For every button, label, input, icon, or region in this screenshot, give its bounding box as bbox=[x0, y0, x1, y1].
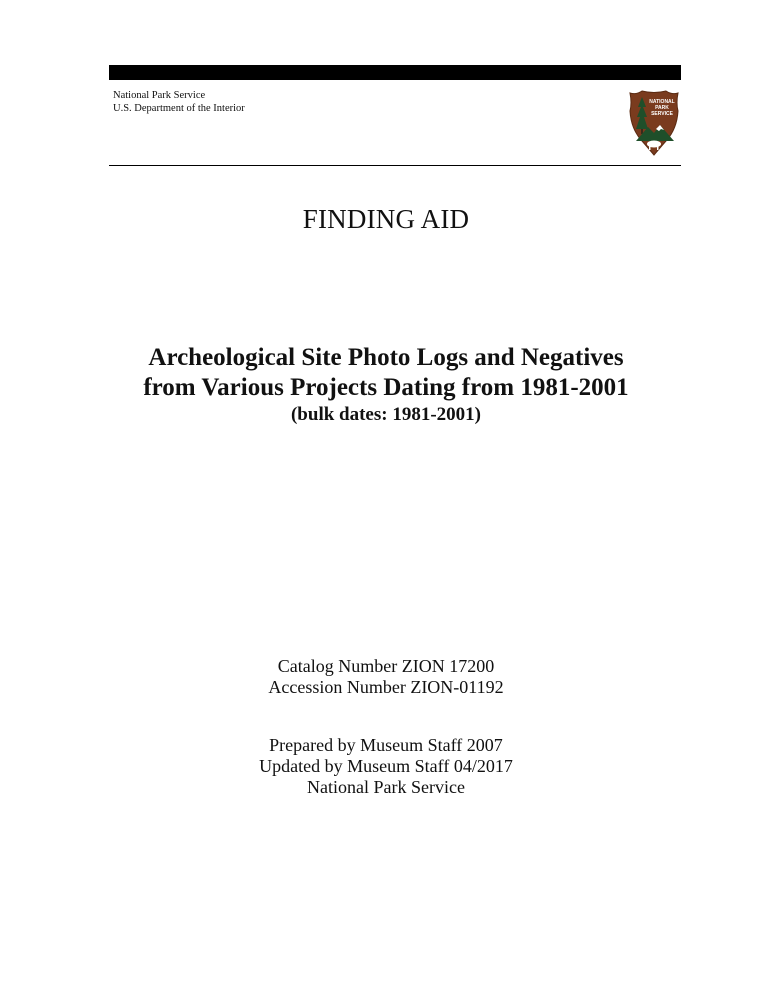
catalog-info bbox=[0, 656, 772, 698]
catalog-number: Catalog Number ZION 17200 bbox=[277, 656, 495, 676]
prepared-by: Prepared by Museum Staff 2007 bbox=[269, 735, 503, 755]
accession-number: Accession Number ZION-01192 bbox=[268, 677, 504, 697]
updated-by: Updated by Museum Staff 04/2017 bbox=[259, 756, 513, 776]
nps-arrowhead-icon bbox=[628, 89, 680, 157]
collection-title-line1: Archeological Site Photo Logs and Negatives bbox=[148, 344, 624, 371]
header-bar bbox=[109, 65, 681, 80]
organization: National Park Service bbox=[307, 777, 465, 797]
header-divider bbox=[109, 165, 681, 166]
collection-title bbox=[0, 343, 772, 427]
agency-name: National Park Service bbox=[113, 90, 206, 101]
logo-text-national: NATIONAL bbox=[649, 99, 675, 105]
page-title: FINDING AID bbox=[302, 204, 470, 234]
bulk-dates: (bulk dates: 1981-2001) bbox=[290, 404, 481, 425]
logo-text-park: PARK bbox=[655, 105, 669, 111]
logo-text-service: SERVICE bbox=[651, 111, 673, 117]
collection-title-line2: from Various Projects Dating from 1981-2001 bbox=[143, 374, 629, 401]
preparation-info bbox=[0, 735, 772, 798]
department-name: U.S. Department of the Interior bbox=[113, 103, 245, 114]
agency-block bbox=[113, 89, 245, 115]
